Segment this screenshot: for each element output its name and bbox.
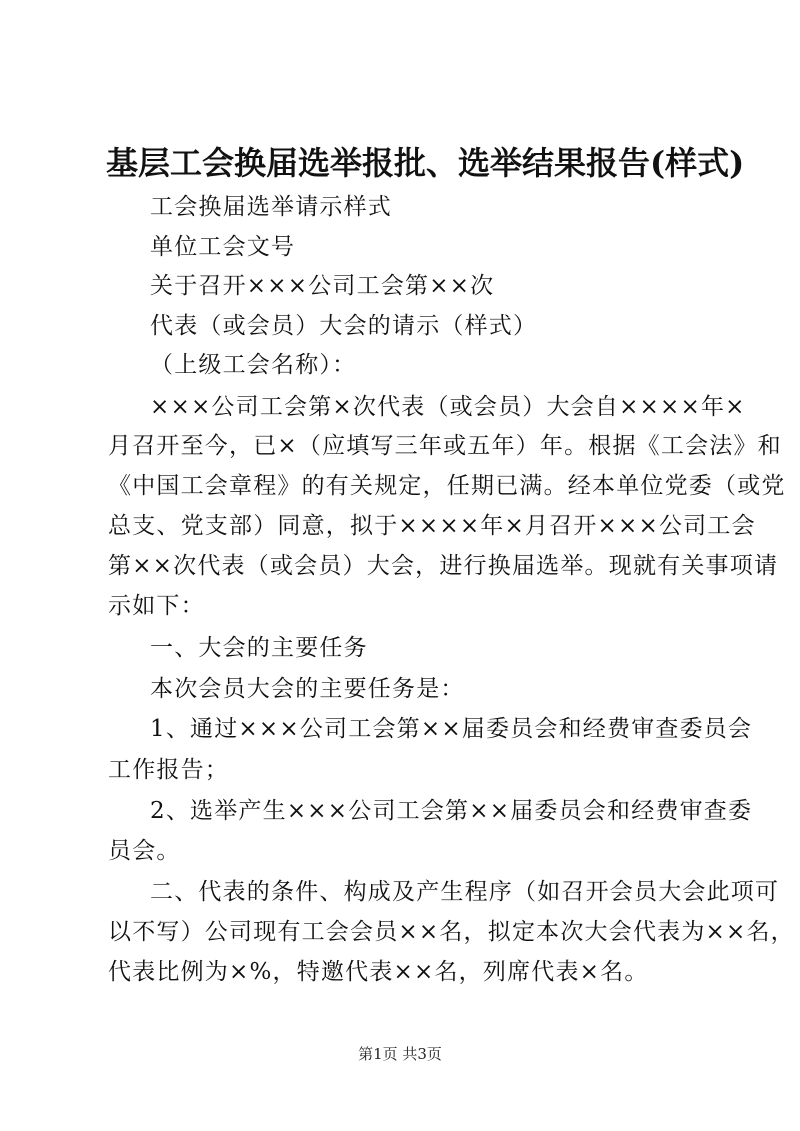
body-line: （上级工会名称）： xyxy=(150,352,357,378)
body-line: 第××次代表（或会员）大会，进行换届选举。现就有关事项请 xyxy=(108,553,779,579)
body-line: 总支、党支部）同意，拟于××××年×月召开×××公司工会 xyxy=(108,513,756,539)
body-line: 代表（或会员）大会的请示（样式） xyxy=(150,313,538,339)
body-line: 关于召开×××公司工会第××次 xyxy=(150,273,495,299)
body-line: 本次会员大会的主要任务是： xyxy=(150,676,465,702)
list-item: 1、通过×××公司工会第××届委员会和经费审查委员会 xyxy=(150,716,753,742)
body-line: 工作报告； xyxy=(108,757,229,783)
section-heading: 一、大会的主要任务 xyxy=(150,635,368,661)
body-line: 代表比例为×%，特邀代表××名，列席代表×名。 xyxy=(108,959,649,985)
body-line: 《中国工会章程》的有关规定，任期已满。经本单位党委（或党 xyxy=(108,473,786,499)
list-item: 2、选举产生×××公司工会第××届委员会和经费审查委 xyxy=(150,798,753,824)
body-line: 以不写）公司现有工会会员××名，拟定本次大会代表为××名， xyxy=(108,919,795,945)
document-title: 基层工会换届选举报批、选举结果报告(样式) xyxy=(106,144,745,182)
body-line: 示如下： xyxy=(108,593,205,619)
body-line: 单位工会文号 xyxy=(150,234,296,260)
body-line: 员会。 xyxy=(108,838,181,864)
page-indicator: 第1页 共3页 xyxy=(358,1045,442,1063)
body-line: 月召开至今，已×（应填写三年或五年）年。根据《工会法》和 xyxy=(108,433,782,459)
body-line: 工会换届选举请示样式 xyxy=(150,194,392,220)
body-line: ×××公司工会第×次代表（或会员）大会自××××年× xyxy=(150,394,746,420)
section-heading: 二、代表的条件、构成及产生程序（如召开会员大会此项可 xyxy=(150,879,780,905)
